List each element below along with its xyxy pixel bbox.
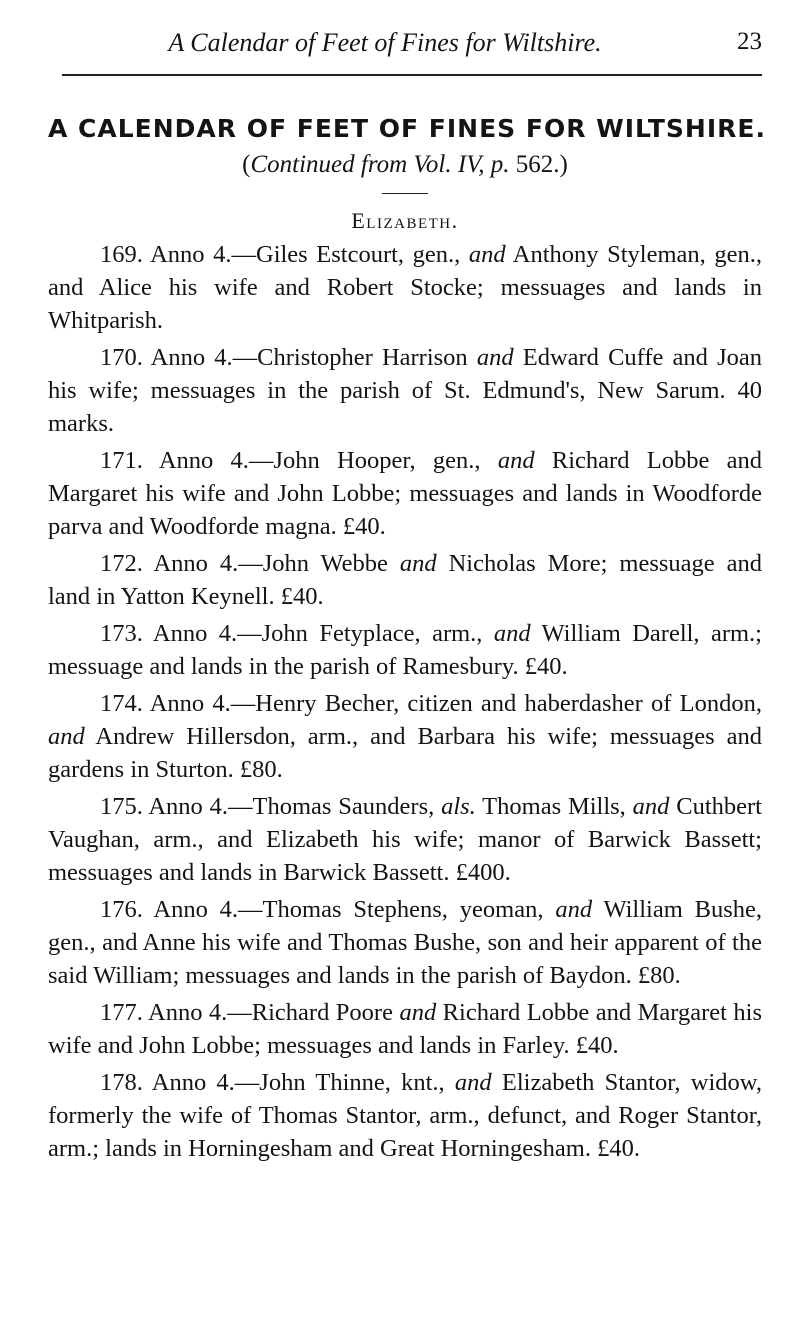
entry-171 [48, 444, 762, 543]
entry-and: and [632, 793, 670, 820]
entry-text: William Darell, arm.; messuage and lands in the parish of Ramesbury. £40. [48, 620, 762, 680]
main-title: A CALENDAR OF FEET OF FINES FOR WILTSHIRE. [48, 114, 766, 143]
entry-and: and [454, 1069, 492, 1096]
entry-number: 176. [100, 896, 143, 923]
entry-text: Anno 4.—John Hooper, gen., [158, 447, 498, 474]
entry-176 [48, 893, 762, 992]
entry-text: Richard Lobbe and Margaret his wife and John Lobbe; messuages and lands in Farley. £40. [48, 999, 762, 1059]
page-number: 23 [737, 28, 762, 55]
entry-and: and [493, 620, 531, 647]
entry-169 [48, 238, 762, 337]
entry-text: Thomas Mills, [475, 793, 633, 820]
entry-text: Anno 4.—Richard Poore [148, 999, 400, 1026]
entry-and: and [555, 896, 593, 923]
entry-text: Anno 4.—Giles Estcourt, gen., [150, 241, 469, 268]
entry-and: and [399, 550, 437, 577]
entry-number: 169. [100, 241, 143, 268]
entry-text: Anno 4.—Thomas Saunders, [148, 793, 442, 820]
header-rule [62, 74, 762, 76]
running-head [48, 28, 762, 68]
entry-text: Edward Cuffe and Joan his wife; messuages in the parish of St. Edmund's, New Sarum. 40 marks. [48, 344, 762, 437]
reign-heading: Elizabeth. [351, 208, 459, 233]
entry-174 [48, 687, 762, 786]
entry-als: als. [441, 793, 476, 820]
entry-177 [48, 996, 762, 1062]
entry-170 [48, 341, 762, 440]
entry-text: Nicholas More; messuage and land in Yatton Keynell. £40. [48, 550, 762, 610]
continued-open: ( [242, 151, 251, 178]
entry-number: 170. [100, 344, 143, 371]
entry-text: Anno 4.—Thomas Stephens, yeoman, [153, 896, 556, 923]
entry-text: Anno 4.—John Webbe [153, 550, 400, 577]
entry-text: Anno 4.—Christopher Harrison [150, 344, 477, 371]
entry-175 [48, 790, 762, 889]
entry-and: and [399, 999, 437, 1026]
entry-number: 178. [100, 1069, 143, 1096]
entry-text: Elizabeth Stantor, widow, formerly the wife of Thomas Stantor, arm., defunct, and Roger Stantor, arm.; lands in Horningesham and Great Horningesham. £40. [48, 1069, 762, 1162]
entry-text: William Bushe, gen., and Anne his wife and Thomas Bushe, son and heir apparent of the said William; messuages and lands in the parish of Baydon. £80. [48, 896, 762, 989]
entry-173 [48, 617, 762, 683]
entry-number: 171. [100, 447, 143, 474]
entry-text: Cuthbert Vaughan, arm., and Elizabeth his wife; manor of Barwick Bassett; messuages and lands in Barwick Bassett. £400. [48, 793, 762, 886]
continued-note [48, 151, 762, 179]
section-rule [382, 193, 428, 194]
entry-text: Anno 4.—John Fetyplace, arm., [152, 620, 494, 647]
entry-text: Richard Lobbe and Margaret his wife and John Lobbe; messuages and lands in Woodforde parva and Woodforde magna. £40. [48, 447, 762, 540]
entry-and: and [48, 723, 85, 750]
entry-text: Anno 4.—Henry Becher, citizen and haberdasher of London, [149, 690, 762, 717]
continued-text: Continued from Vol. IV, p. [250, 151, 510, 178]
running-head-title: A Calendar of Feet of Fines for Wiltshire. [168, 28, 602, 57]
entry-and: and [497, 447, 535, 474]
entry-and: and [468, 241, 506, 268]
entry-number: 177. [100, 999, 143, 1026]
entry-178 [48, 1066, 762, 1165]
entry-number: 173. [100, 620, 143, 647]
entry-text: Anthony Styleman, gen., and Alice his wife and Robert Stocke; messuages and lands in Whitparish. [48, 241, 762, 334]
entry-and: and [476, 344, 514, 371]
entry-text: Andrew Hillersdon, arm., and Barbara his wife; messuages and gardens in Sturton. £80. [48, 723, 762, 783]
entry-number: 175. [100, 793, 143, 820]
entry-number: 174. [100, 690, 143, 717]
entry-number: 172. [100, 550, 143, 577]
entry-text: Anno 4.—John Thinne, knt., [151, 1069, 455, 1096]
entry-172 [48, 547, 762, 613]
continued-page: 562.) [509, 151, 568, 178]
